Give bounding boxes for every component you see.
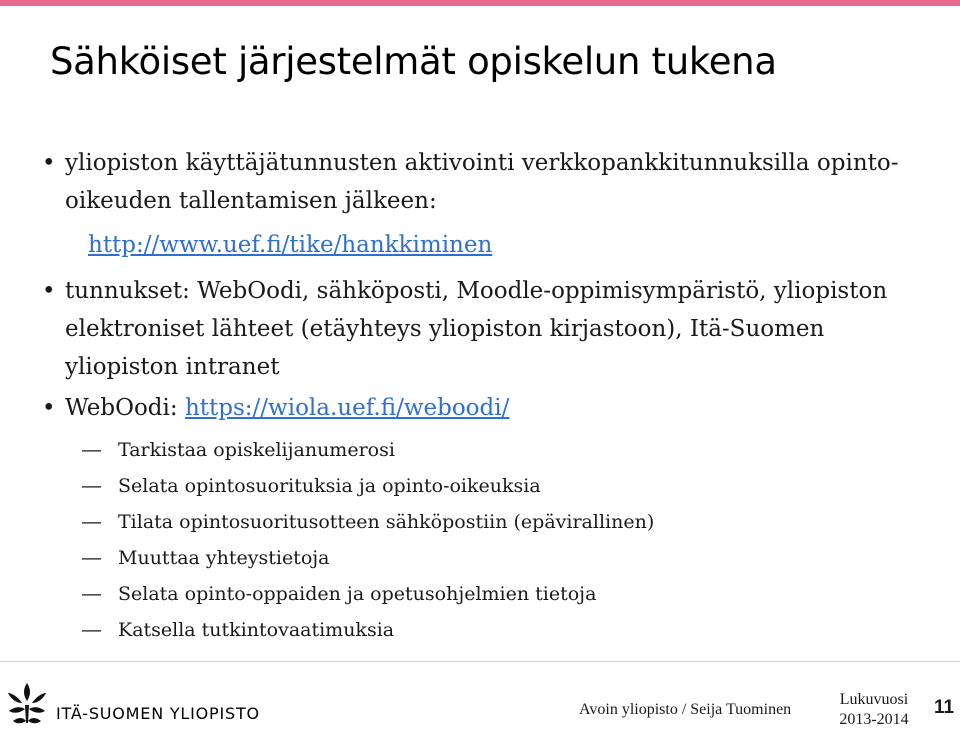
sub-item-dash: — [82,548,101,569]
bullet-marker: • [42,150,56,176]
page-number: 11 [934,697,955,718]
bullet-marker: • [42,278,56,304]
bullet-activation [42,144,922,220]
footer-divider [0,661,960,662]
weboodi-link[interactable]: https://wiola.uef.fi/weboodi/ [184,395,510,421]
sub-item-dash: — [82,476,101,497]
sub-item-dash: — [82,512,101,533]
sub-item [82,545,329,572]
sub-item-dash: — [82,440,101,461]
footer-year: 2013-2014 [839,711,909,728]
bullet-text: tunnukset: WebOodi, sähköposti, Moodle-oppimisympäristö, yliopiston elektroniset lähteet (etäyhteys yliopiston kirjastoon), Itä-Suomen yliopiston intranet [65,278,888,380]
sub-item [82,437,395,464]
bullet-marker: • [42,395,56,421]
sub-item [82,473,541,500]
hankkiminen-link-line [88,229,492,261]
sub-item-text: Tilata opintosuoritusotteen sähköpostiin (epävirallinen) [118,511,655,533]
sub-item-text: Selata opintosuorituksia ja opinto-oikeuksia [118,475,541,497]
bullet-weboodi [42,389,922,427]
top-accent-bar [0,0,960,6]
footer-course: Lukuvuosi [839,691,909,708]
weboodi-label: WebOodi: [65,395,185,421]
sub-item [82,581,596,608]
sub-item [82,617,394,644]
sub-item-dash: — [82,620,101,641]
footer-academic-year [836,690,912,730]
sub-item-text: Tarkistaa opiskelijanumerosi [118,439,395,461]
sub-item-text: Katsella tutkintovaatimuksia [118,619,395,641]
university-logo-text: ITÄ-SUOMEN YLIOPISTO [56,704,260,723]
sub-item [82,509,654,536]
footer-author: Avoin yliopisto / Seija Tuominen [579,701,792,718]
uef-leaf-logo-icon [5,681,49,725]
sub-item-text: Selata opinto-oppaiden ja opetusohjelmien tietoja [118,583,597,605]
slide-title: Sähköiset järjestelmät opiskelun tukena [50,40,777,83]
bullet-text: yliopiston käyttäjätunnusten aktivointi verkkopankkitunnuksilla opinto-oikeuden tallentamisen jälkeen: [65,150,899,214]
sub-item-dash: — [82,584,101,605]
bullet-credentials [42,272,922,386]
sub-item-text: Muuttaa yhteystietoja [118,547,330,569]
hankkiminen-link[interactable]: http://www.uef.fi/tike/hankkiminen [88,232,493,258]
